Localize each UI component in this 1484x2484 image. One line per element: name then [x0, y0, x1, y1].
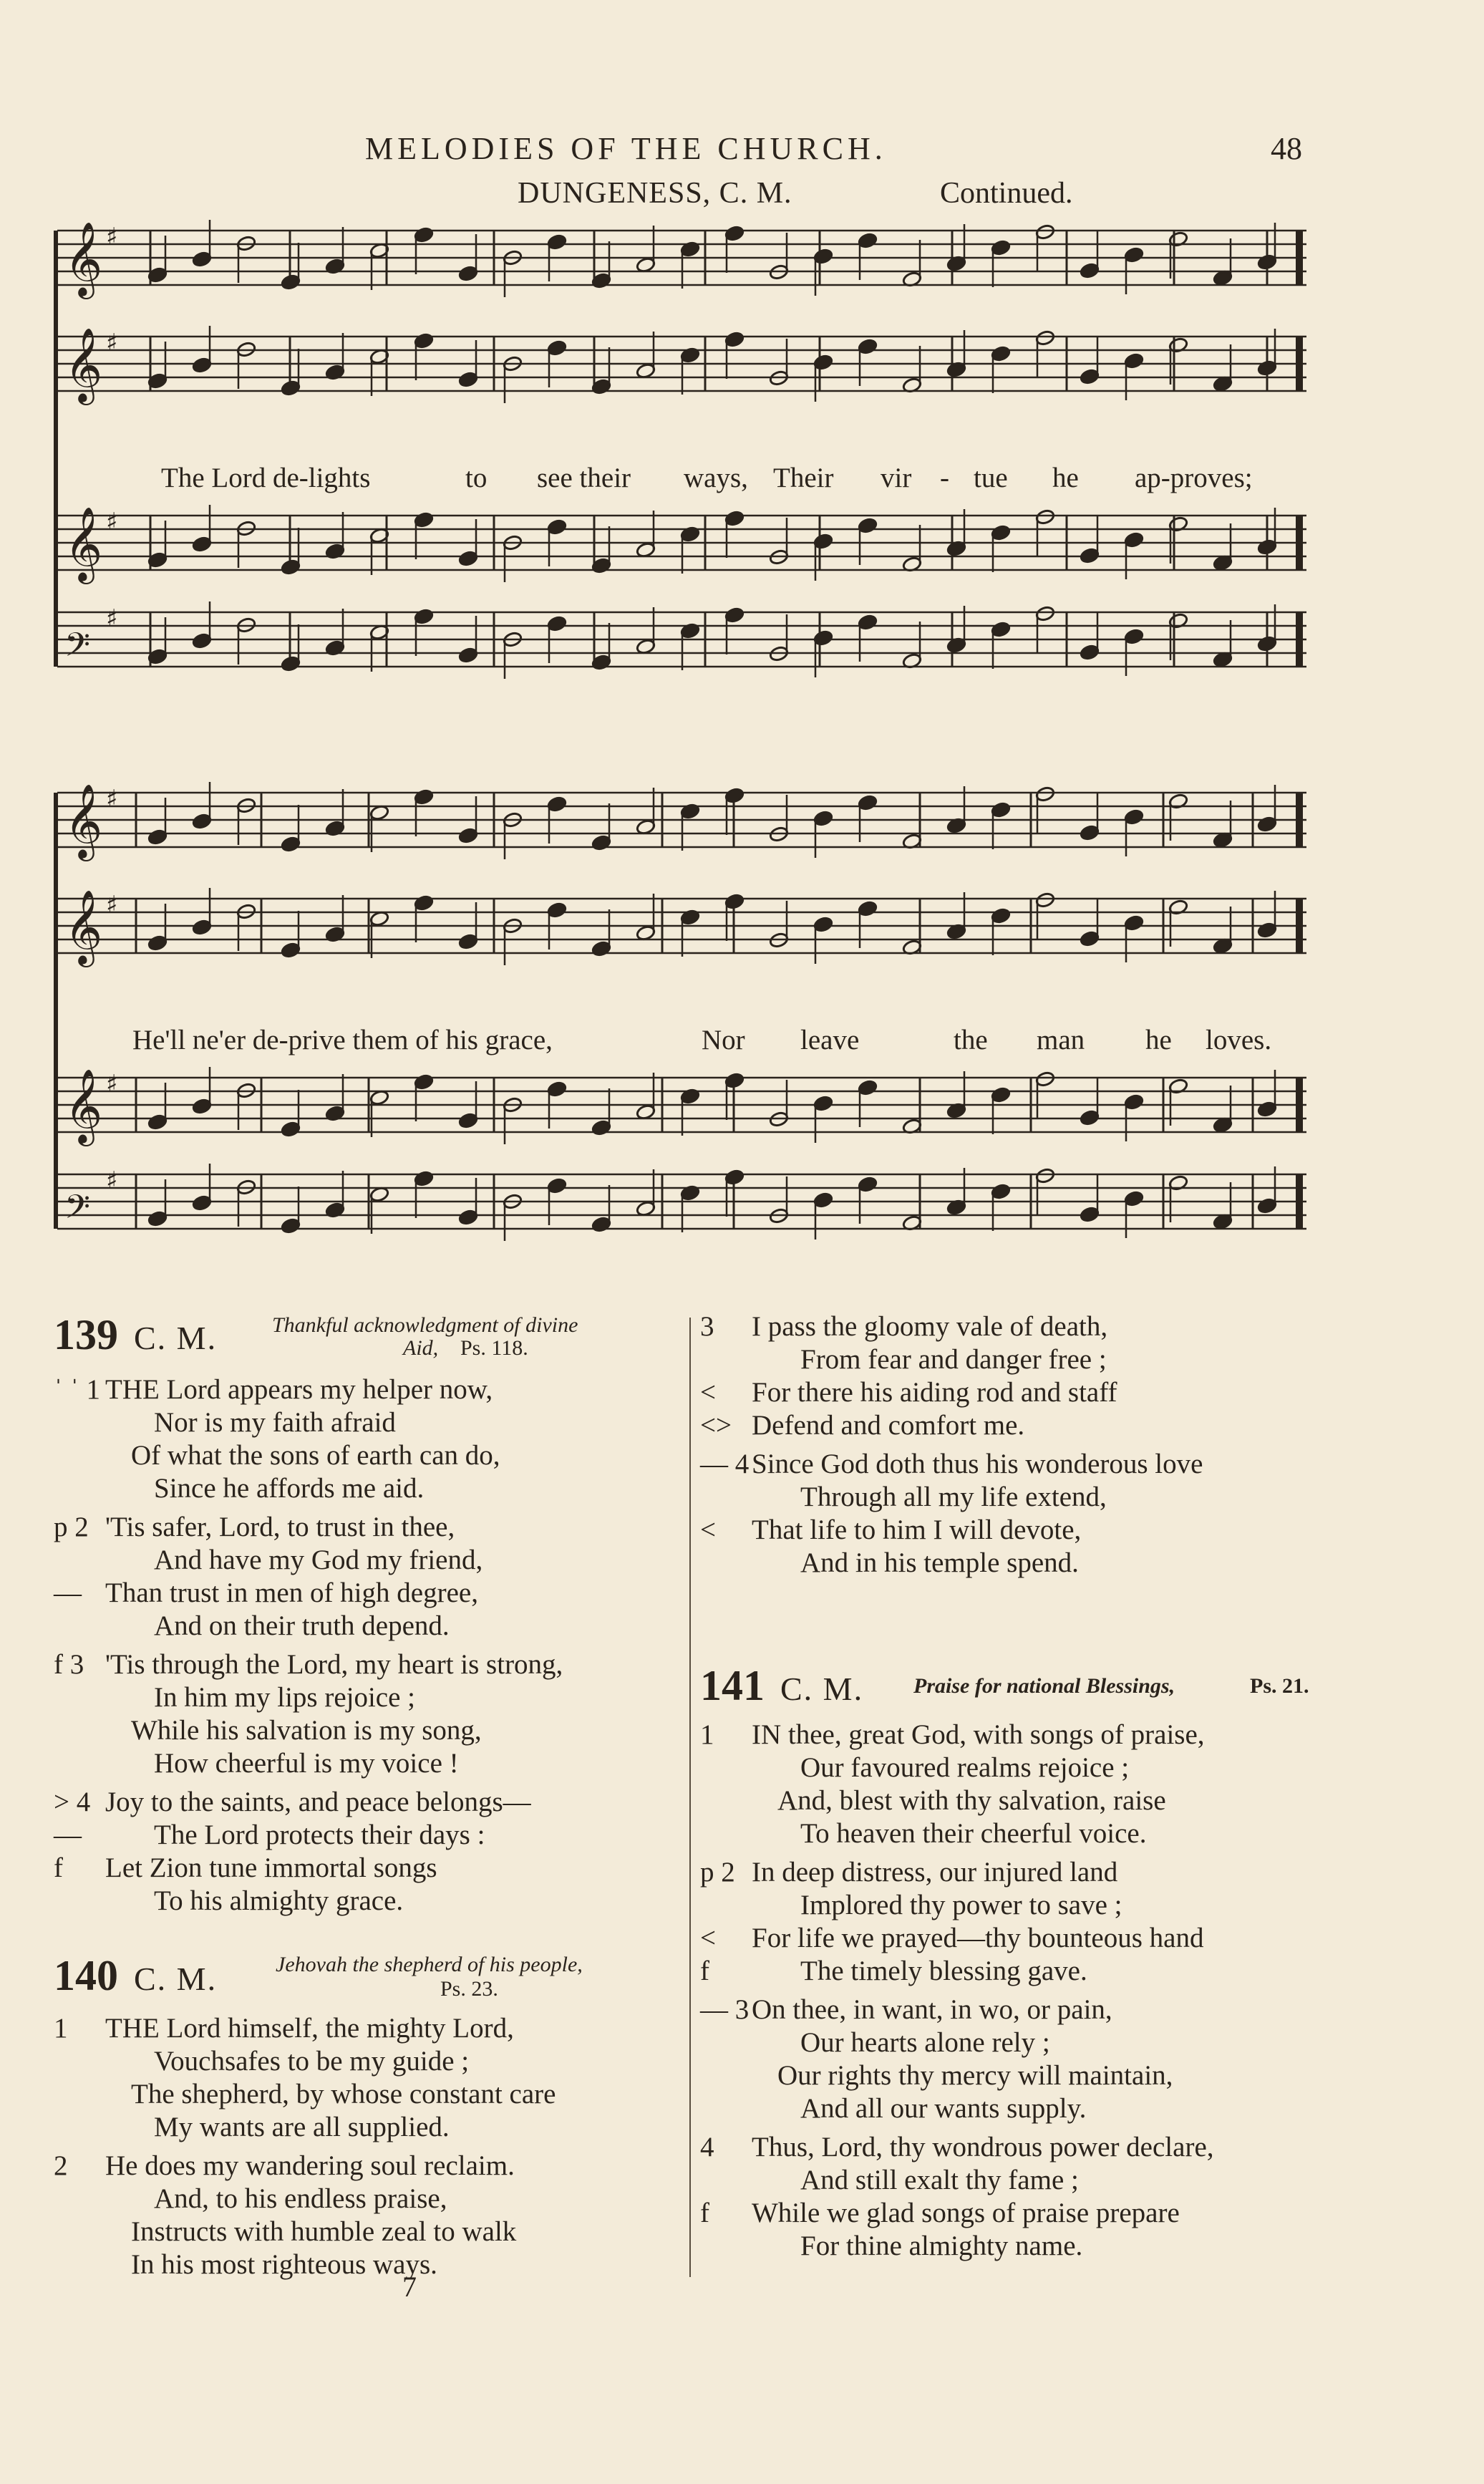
verse-text: THE Lord himself, the mighty Lord,: [105, 2013, 514, 2044]
hymn-meter: C. M.: [780, 1671, 864, 1707]
lyrics-line-2: [50, 1024, 1339, 1057]
verse-line: [54, 1714, 482, 1747]
verse-text: Joy to the saints, and peace belongs—: [105, 1787, 531, 1817]
dynamic-mark: — 3: [700, 1994, 750, 2025]
lyric: leave: [800, 1025, 860, 1055]
verse-line: [54, 1747, 459, 1780]
verse-text: For there his aiding rod and staff: [752, 1377, 1117, 1408]
dynamic-mark: <: [700, 1377, 716, 1408]
verse-text: Thus, Lord, thy wondrous power declare,: [752, 2132, 1214, 2162]
hymn-number: 139: [54, 1311, 118, 1358]
lyric: The Lord de-lights: [161, 463, 371, 493]
svg-text:𝄞: 𝄞: [64, 783, 103, 859]
hymn-number: 140: [54, 1952, 118, 1999]
dynamic-mark: —: [54, 1577, 82, 1608]
verse-line: [54, 2248, 437, 2281]
svg-text:𝄞: 𝄞: [64, 221, 103, 296]
verse-line: [700, 1719, 1205, 1751]
verse-line: [700, 1817, 1146, 1850]
dynamic-mark: f: [700, 2198, 709, 2228]
verse-line: [54, 1544, 482, 1577]
verse-line: [700, 2131, 1214, 2164]
hymn-number: 141: [700, 1662, 765, 1709]
dynamic-mark: — 4: [700, 1449, 750, 1479]
hymn-139-heading: [54, 1310, 684, 1368]
verse-text: Our hearts alone rely ;: [800, 2027, 1050, 2058]
verse-line: [54, 2150, 515, 2183]
lyric: Their: [773, 463, 834, 493]
lyric: he: [1145, 1025, 1172, 1055]
hymn-141-heading: [700, 1661, 1409, 1711]
verse-text: Than trust in men of high degree,: [105, 1577, 478, 1608]
svg-text:♯: ♯: [106, 223, 118, 251]
svg-text:𝄢: 𝄢: [64, 626, 91, 672]
verse-text: In his most righteous ways.: [131, 2249, 437, 2280]
dynamic-mark: p 2: [54, 1512, 89, 1542]
lyric: ways,: [684, 463, 748, 493]
lyric: ap-proves;: [1135, 463, 1253, 493]
lyric: tue: [974, 463, 1008, 493]
verse-line: [700, 2092, 1086, 2125]
lyric: -: [940, 463, 949, 493]
verse-line: [54, 2078, 556, 2111]
verse-text: THE Lord appears my helper now,: [105, 1374, 493, 1405]
dynamic-mark: ˈ ˈ 1: [54, 1374, 100, 1405]
verse-line: [700, 1448, 1203, 1481]
verse-text: Our rights thy mercy will maintain,: [777, 2060, 1173, 2091]
lyric: vir: [881, 463, 912, 493]
signature-mark: 7: [402, 2271, 417, 2303]
verse-text: The shepherd, by whose constant care: [131, 2079, 556, 2110]
verse-line: [54, 1648, 563, 1681]
verse-text: And, blest with thy salvation, raise: [777, 1785, 1166, 1816]
verse-text: The timely blessing gave.: [800, 1956, 1087, 1986]
running-title: MELODIES OF THE CHURCH.: [365, 131, 887, 166]
svg-text:♯: ♯: [106, 508, 118, 536]
hymn-140-heading: [54, 1951, 684, 2009]
dynamic-mark: f: [700, 1956, 709, 1986]
verse-line: [54, 1406, 396, 1439]
hymn-scripture-ref: Ps. 118.: [460, 1336, 528, 1360]
clef-symbols: [64, 221, 117, 672]
tune-continued-note: Continued.: [940, 177, 1073, 210]
hymn-scripture-ref: Ps. 21.: [1250, 1674, 1309, 1698]
verse-text: And in his temple spend.: [800, 1547, 1079, 1578]
verse-line: [700, 1310, 1107, 1343]
svg-text:♯: ♯: [106, 785, 118, 813]
verse-line: [700, 2164, 1079, 2197]
verse-text: 'Tis through the Lord, my heart is strong,: [105, 1649, 563, 1680]
verse-text: How cheerful is my voice !: [154, 1748, 459, 1779]
dynamic-mark: > 4: [54, 1787, 91, 1817]
verse-text: My wants are all supplied.: [154, 2112, 450, 2142]
verse-text: For life we prayed—thy bounteous hand: [752, 1923, 1204, 1953]
note-heads: [147, 220, 1277, 679]
verse-text: Instructs with humble zeal to walk: [131, 2216, 517, 2247]
lyric: he: [1052, 463, 1079, 493]
hymn-meter: C. M.: [134, 1320, 218, 1356]
verse-line: [54, 2183, 447, 2215]
verse-line: [54, 2012, 514, 2045]
verse-line: [700, 1955, 1087, 1988]
hymn-meter: C. M.: [134, 1961, 218, 1997]
dynamic-mark: f 3: [54, 1649, 84, 1680]
verse-line: [54, 1681, 415, 1714]
dynamic-mark: —: [54, 1819, 82, 1850]
verse-text: 'Tis safer, Lord, to trust in thee,: [105, 1512, 455, 1542]
svg-text:𝄢: 𝄢: [64, 1188, 91, 1234]
verse-line: [54, 1511, 455, 1544]
verse-line: [700, 1481, 1107, 1514]
verse-line: [700, 1751, 1129, 1784]
verse-text: Vouchsafes to be my guide ;: [154, 2046, 470, 2077]
verse-text: In deep distress, our injured land: [752, 1857, 1118, 1888]
verse-line: [54, 2111, 450, 2144]
verse-line: [700, 1376, 1117, 1409]
verse-line: [700, 2059, 1173, 2092]
lyrics-line-1: [50, 462, 1339, 495]
verse-text: And all our wants supply.: [800, 2093, 1087, 2124]
verse-line: [700, 1994, 1112, 2026]
bar-lines: [136, 793, 1299, 1229]
music-system-2: [50, 777, 1332, 1292]
dynamic-mark: <: [700, 1923, 716, 1953]
verse-line: [700, 1547, 1079, 1580]
lyric: loves.: [1206, 1025, 1272, 1055]
verse-text: Since God doth thus his wonderous love: [752, 1449, 1203, 1479]
svg-text:𝄞: 𝄞: [64, 506, 103, 581]
lyric: the: [954, 1025, 988, 1055]
verse-line: [700, 1922, 1203, 1955]
lyric: He'll ne'er de-prive them of his grace,: [132, 1025, 553, 1055]
hymn-title: Jehovah the shepherd of his people,: [276, 1953, 583, 1976]
page-number: 48: [1271, 131, 1302, 166]
dynamic-mark: 1: [54, 2013, 68, 2044]
svg-text:𝄞: 𝄞: [64, 889, 103, 965]
verse-text: Of what the sons of earth can do,: [131, 1440, 500, 1471]
verse-text: Implored thy power to save ;: [800, 1890, 1122, 1920]
verse-text: He does my wandering soul reclaim.: [105, 2150, 515, 2181]
bar-lines: [150, 231, 1299, 667]
verse-text: While his salvation is my song,: [131, 1715, 482, 1746]
verse-text: IN thee, great God, with songs of praise,: [752, 1719, 1205, 1750]
verse-text: And still exalt thy fame ;: [800, 2165, 1079, 2195]
verse-text: To his almighty grace.: [154, 1885, 404, 1916]
verse-text: And on their truth depend.: [154, 1610, 450, 1641]
verse-line: [700, 1343, 1107, 1376]
svg-text:𝄞: 𝄞: [64, 327, 103, 402]
verse-text: To heaven their cheerful voice.: [800, 1818, 1147, 1849]
verse-line: [54, 1786, 531, 1819]
verse-line: [54, 1439, 500, 1472]
verse-line: [54, 2215, 516, 2248]
hymn-title: Praise for national Blessings,: [913, 1674, 1175, 1698]
dynamic-mark: <: [700, 1514, 716, 1545]
verse-text: And have my God my friend,: [154, 1545, 483, 1575]
verse-text: Nor is my faith afraid: [154, 1407, 396, 1438]
dynamic-mark: <>: [700, 1410, 732, 1441]
svg-text:♯: ♯: [106, 604, 118, 633]
svg-text:♯: ♯: [106, 1070, 118, 1098]
verse-line: [700, 1514, 1081, 1547]
verse-line: [54, 1610, 450, 1643]
verse-text: And, to his endless praise,: [154, 2183, 447, 2214]
verse-text: That life to him I will devote,: [752, 1514, 1082, 1545]
svg-text:𝄞: 𝄞: [64, 1068, 103, 1144]
verse-line: [54, 1577, 478, 1610]
dynamic-mark: 1: [700, 1719, 714, 1750]
verse-line: [54, 1852, 437, 1885]
verse-line: [700, 2230, 1082, 2263]
hymn-scripture-ref: Ps. 23.: [440, 1977, 498, 2001]
clef-symbols: [64, 783, 117, 1234]
verse-text: On thee, in want, in wo, or pain,: [752, 1994, 1112, 2025]
dynamic-mark: 2: [54, 2150, 68, 2181]
lyric: see their: [537, 463, 631, 493]
verse-text: Let Zion tune immortal songs: [105, 1852, 437, 1883]
tune-title: DUNGENESS, C. M.: [518, 177, 792, 210]
note-heads: [147, 782, 1277, 1241]
verse-line: [700, 1784, 1166, 1817]
dynamic-mark: p 2: [700, 1857, 735, 1888]
column-divider: [689, 1318, 691, 2277]
verse-line: [700, 2026, 1050, 2059]
verse-line: [700, 1856, 1117, 1889]
staff-lines: [57, 231, 1306, 667]
svg-text:♯: ♯: [106, 329, 118, 357]
verse-line: [700, 1409, 1024, 1442]
verse-text: Our favoured realms rejoice ;: [800, 1752, 1130, 1783]
lyric: Nor: [702, 1025, 745, 1055]
verse-line: [700, 1889, 1122, 1922]
verse-text: While we glad songs of praise prepare: [752, 2198, 1180, 2228]
verse-line: [54, 1373, 493, 1406]
dynamic-mark: 3: [700, 1311, 714, 1342]
verse-line: [54, 2045, 469, 2078]
verse-line: [54, 1885, 403, 1918]
verse-text: The Lord protects their days :: [154, 1819, 485, 1850]
verse-line: [700, 2197, 1180, 2230]
verse-text: From fear and danger free ;: [800, 1344, 1107, 1375]
lyric: man: [1037, 1025, 1085, 1055]
dynamic-mark: 4: [700, 2132, 714, 2162]
dynamic-mark: f: [54, 1852, 63, 1883]
verse-text: Defend and comfort me.: [752, 1410, 1025, 1441]
verse-text: Since he affords me aid.: [154, 1473, 425, 1504]
verse-text: I pass the gloomy vale of death,: [752, 1311, 1108, 1342]
hymn-title-continued: Aid,: [403, 1336, 439, 1360]
verse-line: [54, 1472, 424, 1505]
svg-text:♯: ♯: [106, 891, 118, 919]
verse-text: For thine almighty name.: [800, 2231, 1083, 2261]
verse-text: In him my lips rejoice ;: [154, 1682, 416, 1713]
staff-lines: [57, 793, 1306, 1229]
hymn-title: Thankful acknowledgment of divine: [272, 1313, 578, 1337]
verse-text: Through all my life extend,: [800, 1482, 1107, 1512]
svg-text:♯: ♯: [106, 1166, 118, 1195]
lyric: to: [465, 463, 488, 493]
verse-line: [54, 1819, 485, 1852]
music-system-1: [50, 215, 1332, 730]
